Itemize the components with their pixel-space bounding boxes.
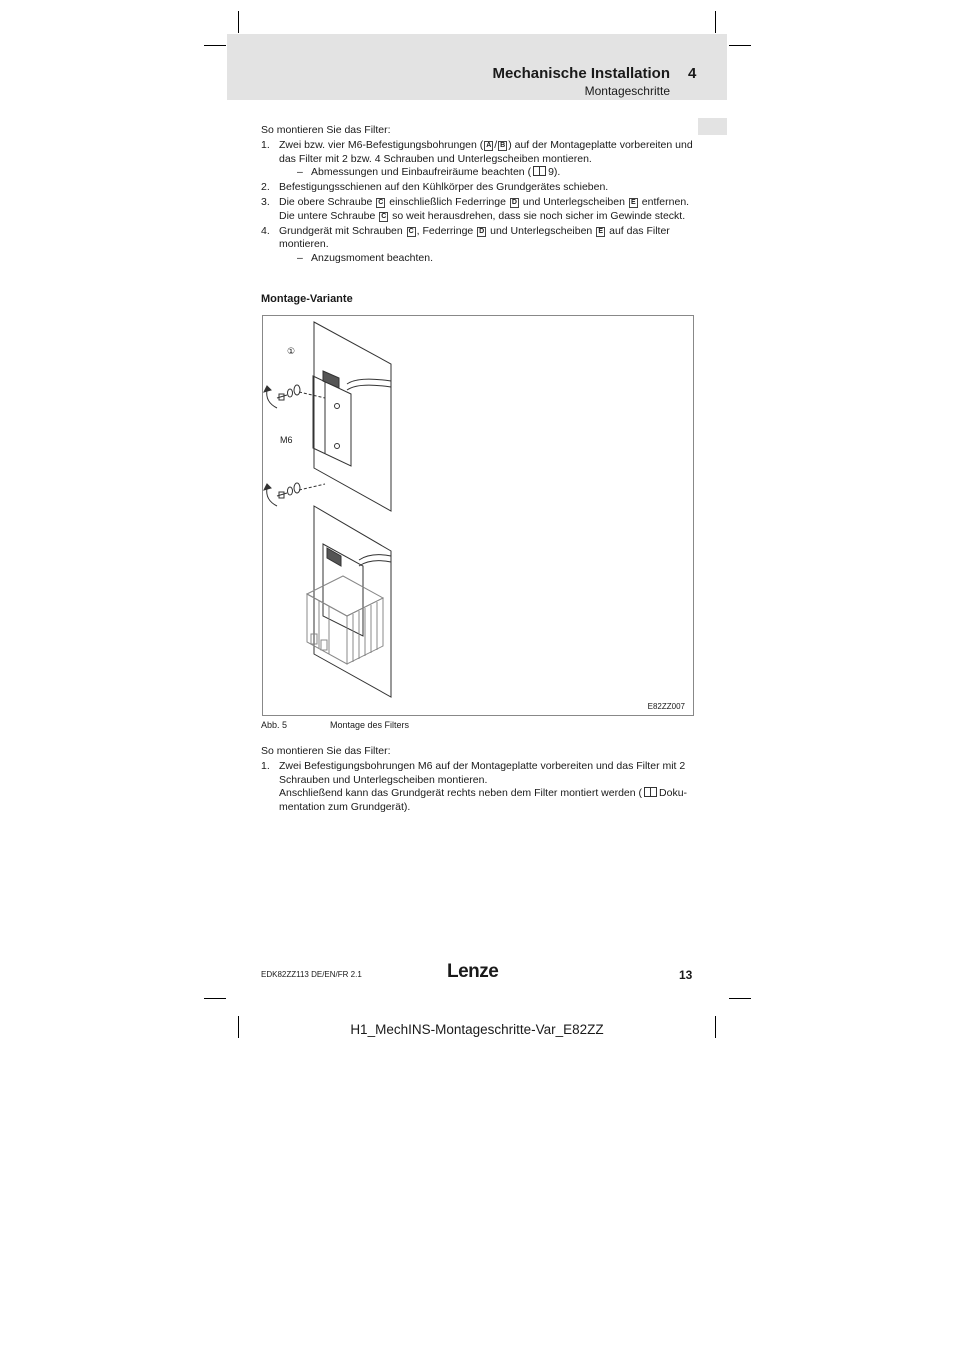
- mark-b: B: [500, 142, 506, 149]
- mark-d: D: [479, 227, 485, 235]
- mounting-plate: [314, 506, 391, 697]
- crop-mark: [204, 45, 226, 46]
- mark-c: C: [378, 199, 384, 206]
- file-label: H1_MechINS-Montageschritte-Var_E82ZZ: [350, 1022, 604, 1037]
- lenze-logo: Lenze: [447, 961, 499, 982]
- list-item: [261, 225, 697, 266]
- mark-e: E: [629, 198, 638, 208]
- intro-text: So montieren Sie das Filter:: [261, 124, 391, 136]
- step-text: auf das Filter montieren.: [279, 224, 670, 250]
- filter-cable: [347, 379, 391, 384]
- filter-cable: [347, 385, 391, 390]
- step-text: so weit herausdrehen, dass sie noch sicher im Gewinde steckt.: [389, 209, 686, 222]
- steps-list: [261, 139, 697, 267]
- step-text: Grundgerät mit Schrauben: [279, 224, 406, 237]
- crop-mark: [729, 998, 751, 999]
- doc-ref: Doku-mentation zum Grundgerät).: [279, 787, 688, 813]
- chapter-title: Mechanische Installation: [492, 65, 670, 82]
- figure-caption-text: Montage des Filters: [330, 720, 410, 730]
- page-number: 13: [679, 968, 693, 982]
- sub-item: [279, 252, 697, 266]
- crop-mark: [715, 11, 716, 33]
- step-text: Zwei Befestigungsbohrungen M6 auf der Montageplatte vorbereiten und das Filter mit 2 Schrauben und Unterlegscheiben montieren.: [279, 760, 686, 786]
- separator: /: [494, 139, 498, 151]
- screw-set-lower: [264, 483, 300, 506]
- step-text: Anschließend kann das Grundgerät rechts neben dem Filter montiert werden (: [279, 787, 643, 799]
- step-text: einschließlich Federringe: [386, 196, 509, 208]
- callout-m6: M6: [280, 435, 293, 445]
- step-text: entfernen. Die untere Schraube: [279, 196, 690, 222]
- step-text: ) auf der Montageplatte vorbereiten und das Filter mit 2 bzw. 4 Schrauben und Unterlegscheiben montieren.: [279, 139, 693, 165]
- list-item: [261, 196, 697, 223]
- drive-unit: [307, 576, 383, 664]
- step-text: und Unterlegscheiben: [519, 196, 628, 208]
- step-number: 1.: [261, 760, 270, 772]
- section-heading: Montage-Variante: [261, 293, 353, 305]
- list-item: [261, 139, 697, 180]
- book-icon: [644, 787, 657, 797]
- list-item: [261, 181, 697, 195]
- list-item: [261, 760, 697, 814]
- mounting-plate: [314, 322, 391, 511]
- book-icon: [533, 166, 546, 176]
- mark-c: C: [381, 212, 387, 220]
- crop-mark: [729, 45, 751, 46]
- chapter-subtitle: Montageschritte: [584, 84, 670, 98]
- step-number: 1.: [261, 139, 270, 151]
- step-text: Die obere Schraube: [279, 196, 376, 208]
- crop-mark: [204, 998, 226, 999]
- figure-code: E82ZZ007: [647, 702, 685, 711]
- screw-hole: [335, 444, 340, 449]
- mark-c: C: [408, 227, 414, 235]
- figure-mounting: [262, 315, 694, 716]
- assembly-line: [299, 484, 325, 490]
- filter-terminal: [327, 548, 341, 566]
- mark-d: D: [511, 199, 517, 206]
- step-text: und Unterlegscheiben: [487, 224, 596, 237]
- page-ref: 9).: [548, 166, 561, 178]
- dash-glyph: –: [297, 251, 303, 264]
- steps-list: [261, 760, 697, 816]
- step-number: 4.: [261, 224, 270, 237]
- filter-body: [313, 376, 351, 466]
- chapter-number: 4: [688, 65, 697, 82]
- sub-item-text: Abmessungen und Einbaufreiräume beachten (: [311, 166, 532, 178]
- figure-caption-label: Abb. 5: [261, 720, 288, 730]
- assembly-line: [299, 392, 325, 398]
- sub-item-text: Anzugsmoment beachten.: [311, 251, 433, 264]
- intro-text: So montieren Sie das Filter:: [261, 745, 391, 757]
- mark-a: A: [486, 142, 492, 149]
- screw-hole: [335, 404, 340, 409]
- step-number: 2.: [261, 181, 270, 193]
- sub-item: [279, 166, 697, 180]
- callout-1: ①: [287, 346, 296, 356]
- document-id: EDK82ZZ113 DE/EN/FR 2.1: [261, 970, 362, 979]
- mark-e: E: [596, 227, 605, 237]
- filter-cable: [359, 555, 391, 560]
- step-text: , Federringe: [416, 224, 477, 237]
- step-text: Befestigungsschienen auf den Kühlkörper des Grundgerätes schieben.: [279, 181, 609, 193]
- step-text: Zwei bzw. vier M6-Befestigungsbohrungen (: [279, 139, 484, 151]
- crop-mark: [238, 11, 239, 33]
- dash-glyph: –: [297, 166, 303, 178]
- chapter-tab-marker: [698, 118, 727, 135]
- filter-cable: [359, 561, 391, 566]
- mounting-illustration: [263, 316, 693, 715]
- step-number: 3.: [261, 196, 270, 208]
- screw-set-upper: [264, 385, 300, 408]
